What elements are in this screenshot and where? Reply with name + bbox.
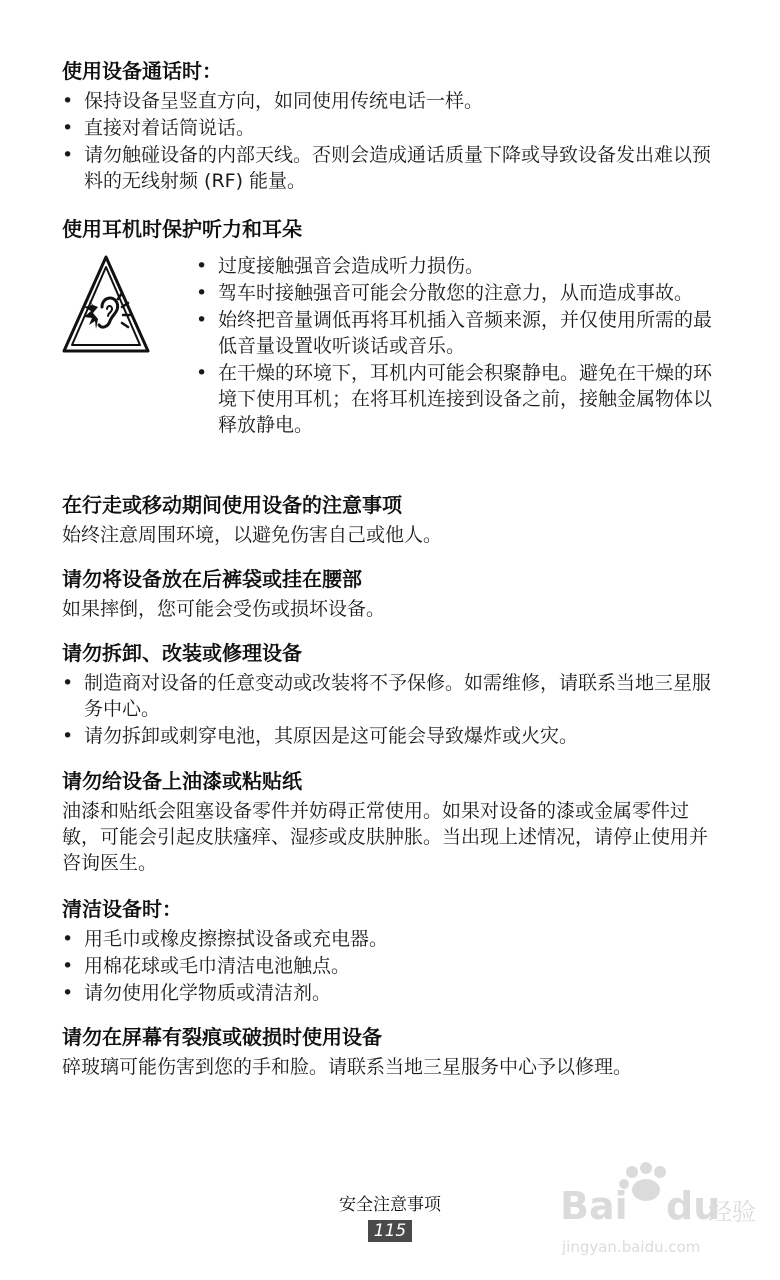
list-item-text: 始终把音量调低再将耳机插入音频来源，并仅使用所需的最低音量设置收听谈话或音乐。	[218, 309, 713, 357]
page-number: 115	[368, 1220, 412, 1242]
list-item-text: 过度接触强音会造成听力损伤。	[218, 255, 485, 277]
bullet-list	[62, 670, 722, 749]
section-heading: 请勿将设备放在后裤袋或挂在腰部	[62, 567, 362, 591]
section-paint	[62, 768, 722, 876]
list-item	[62, 670, 722, 722]
list-item	[62, 88, 722, 114]
section-screen	[62, 1024, 722, 1080]
list-item	[62, 926, 722, 952]
warning-list-container	[196, 253, 722, 439]
bullet-icon: •	[62, 928, 74, 950]
bullet-icon: •	[62, 90, 74, 112]
section-disassemble	[62, 640, 722, 750]
watermark-label: 经验	[708, 1198, 756, 1226]
section-heading: 请勿在屏幕有裂痕或破损时使用设备	[62, 1025, 382, 1049]
list-item-text: 用棉花球或毛巾清洁电池触点。	[84, 955, 351, 977]
bullet-icon: •	[62, 725, 74, 747]
bullet-icon: •	[62, 955, 74, 977]
list-item-text: 用毛巾或橡皮擦擦拭设备或充电器。	[84, 928, 389, 950]
baidu-watermark	[560, 1160, 760, 1270]
list-item	[62, 723, 722, 749]
section-text: 油漆和贴纸会阻塞设备零件并妨碍正常使用。如果对设备的漆或金属零件过敏，可能会引起皮肤瘙痒、湿疹或皮肤肿胀。当出现上述情况，请停止使用并咨询医生。	[62, 800, 709, 874]
section-headphones	[62, 216, 722, 242]
section-text: 碎玻璃可能伤害到您的手和脸。请联系当地三星服务中心予以修理。	[62, 1056, 633, 1078]
list-item-text: 请勿触碰设备的内部天线。否则会造成通话质量下降或导致设备发出难以预料的无线射频 (RF) 能量。	[84, 144, 712, 192]
list-item-text: 请勿拆卸或刺穿电池，其原因是这可能会导致爆炸或火灾。	[84, 725, 579, 747]
list-item	[196, 307, 722, 359]
watermark-brand: Bai	[560, 1184, 628, 1228]
list-item-text: 请勿使用化学物质或清洁剂。	[84, 982, 332, 1004]
list-item	[196, 280, 722, 306]
list-item-text: 在干燥的环境下，耳机内可能会积聚静电。避免在干燥的环境下使用耳机；在将耳机连接到设备之前，接触金属物体以释放静电。	[218, 362, 713, 436]
section-heading: 使用耳机时保护听力和耳朵	[62, 217, 302, 241]
footer-title: 安全注意事项	[339, 1195, 441, 1215]
list-item	[62, 115, 722, 141]
bullet-icon: •	[62, 117, 74, 139]
section-text: 如果摔倒，您可能会受伤或损坏设备。	[62, 598, 386, 620]
section-heading: 使用设备通话时：	[62, 59, 222, 83]
list-item	[196, 253, 722, 279]
bullet-icon: •	[62, 144, 74, 166]
list-item-text: 直接对着话筒说话。	[84, 117, 256, 139]
watermark-url: jingyan.baidu.com	[562, 1238, 701, 1256]
list-item	[62, 980, 722, 1006]
bullet-icon: •	[196, 255, 208, 277]
section-cleaning	[62, 896, 722, 1007]
list-item	[196, 360, 722, 438]
list-item	[62, 142, 722, 194]
headphones-warning-block	[62, 253, 722, 468]
section-text: 始终注意周围环境，以避免伤害自己或他人。	[62, 524, 443, 546]
bullet-list	[196, 253, 722, 438]
bullet-list	[62, 88, 722, 194]
section-heading: 在行走或移动期间使用设备的注意事项	[62, 493, 402, 517]
section-heading: 请勿给设备上油漆或粘贴纸	[62, 769, 302, 793]
section-calls	[62, 58, 722, 195]
bullet-icon: •	[196, 362, 208, 384]
hearing-warning-icon	[62, 255, 150, 355]
list-item-text: 保持设备呈竖直方向，如同使用传统电话一样。	[84, 90, 484, 112]
bullet-icon: •	[62, 982, 74, 1004]
bullet-list	[62, 926, 722, 1006]
bullet-icon: •	[62, 672, 74, 694]
section-walking	[62, 492, 722, 548]
list-item	[62, 953, 722, 979]
section-pocket	[62, 566, 722, 622]
section-heading: 清洁设备时：	[62, 897, 182, 921]
list-item-text: 制造商对设备的任意变动或改装将不予保修。如需维修，请联系当地三星服务中心。	[84, 672, 712, 720]
bullet-icon: •	[196, 282, 208, 304]
watermark-brand-suffix: du	[666, 1184, 721, 1228]
bullet-icon: •	[196, 309, 208, 331]
list-item-text: 驾车时接触强音可能会分散您的注意力，从而造成事故。	[218, 282, 694, 304]
section-heading: 请勿拆卸、改装或修理设备	[62, 641, 302, 665]
